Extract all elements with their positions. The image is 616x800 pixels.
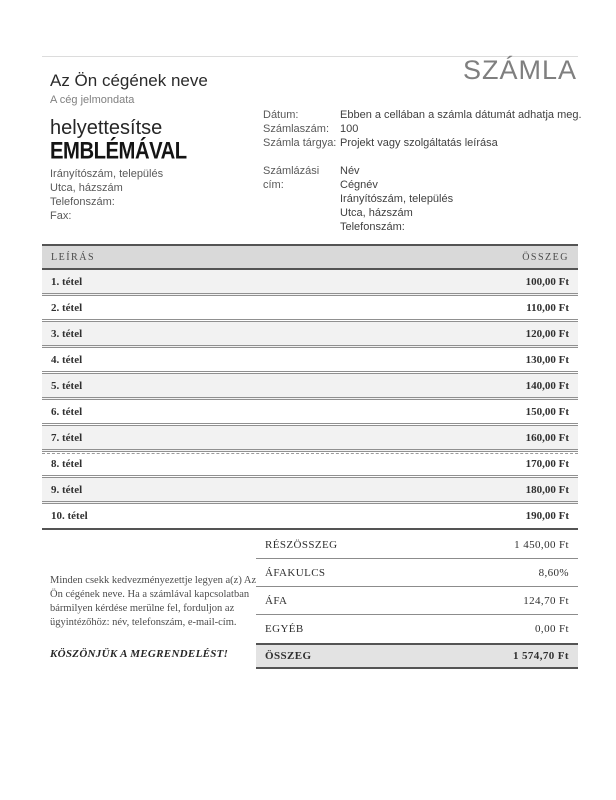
totals-label: RÉSZÖSSZEG <box>265 538 338 551</box>
item-description: 2. tétel <box>51 301 83 314</box>
item-amount: 130,00 Ft <box>525 353 569 366</box>
company-address-line: Irányítószám, település <box>50 168 164 180</box>
item-description: 4. tétel <box>51 353 83 366</box>
table-row <box>42 426 578 452</box>
item-amount: 170,00 Ft <box>525 457 569 470</box>
company-address-line: Telefonszám: <box>50 196 115 208</box>
totals-row <box>256 587 578 615</box>
totals-row <box>256 531 578 559</box>
grand-total-value: 1 574,70 Ft <box>512 650 569 662</box>
item-description: 10. tétel <box>51 510 88 522</box>
grand-total-label: ÖSSZEG <box>265 650 312 662</box>
billing-address-block <box>263 164 453 234</box>
table-row <box>42 322 578 348</box>
table-row <box>42 478 578 504</box>
company-address-block <box>50 167 163 223</box>
table-row <box>42 504 578 530</box>
item-amount: 150,00 Ft <box>525 405 569 418</box>
column-header-description: LEÍRÁS <box>51 251 95 263</box>
billing-address-label: Számlázási cím: <box>263 165 320 191</box>
billing-address-line: Telefonszám: <box>340 221 405 233</box>
totals-body <box>256 531 578 643</box>
item-description: 8. tétel <box>51 457 83 470</box>
info-row-date <box>263 108 582 122</box>
item-amount: 100,00 Ft <box>525 275 569 288</box>
payment-note: Minden csekk kedvezményezettje legyen a(z) Az Ön cégének neve. Ha a számlával kapcsolatban bármilyen kérdése merülne fel, forduljon az ügyintézőhöz: név, telefonszám, e-mail-cím. <box>50 575 257 628</box>
table-row <box>42 452 578 478</box>
billing-address-line: Cégnév <box>340 179 378 191</box>
subject-label: Számla tárgya: <box>263 137 337 149</box>
billing-address-line: Név <box>340 165 360 177</box>
table-row <box>42 270 578 296</box>
logo-text-line2: EMBLÉMÁVAL <box>50 137 187 164</box>
table-body <box>42 270 578 530</box>
totals-row <box>256 615 578 643</box>
totals-value: 124,70 Ft <box>523 594 569 607</box>
date-label: Dátum: <box>263 109 299 121</box>
totals-value: 0,00 Ft <box>535 623 569 635</box>
item-description: 6. tétel <box>51 405 83 418</box>
company-slogan: A cég jelmondata <box>50 94 135 106</box>
item-description: 9. tétel <box>51 483 83 496</box>
table-row <box>42 348 578 374</box>
company-name: Az Ön cégének neve <box>50 71 208 90</box>
totals-value: 8,60% <box>538 566 569 579</box>
item-amount: 120,00 Ft <box>525 327 569 340</box>
item-amount: 110,00 Ft <box>526 301 569 314</box>
invoice-number-label: Számlaszám: <box>263 123 330 135</box>
page-break-dashed-line <box>42 453 578 454</box>
table-header-row <box>42 244 578 270</box>
logo-text-line1: helyettesítse <box>50 117 163 139</box>
billing-address-lines <box>340 164 453 234</box>
info-row-invoice-number <box>263 122 582 136</box>
item-description: 5. tétel <box>51 379 83 392</box>
item-amount: 160,00 Ft <box>525 431 569 444</box>
item-amount: 180,00 Ft <box>525 483 569 496</box>
invoice-title: SZÁMLA <box>462 55 577 85</box>
company-address-line: Fax: <box>50 210 72 222</box>
totals-label: ÁFAKULCS <box>265 566 326 579</box>
date-value: Ebben a cellában a számla dátumát adhatja meg. <box>340 109 582 121</box>
totals-value: 1 450,00 Ft <box>514 538 569 551</box>
company-address-line: Utca, házszám <box>50 182 123 194</box>
subject-value: Projekt vagy szolgáltatás leírása <box>340 137 498 149</box>
totals-label: EGYÉB <box>265 623 304 635</box>
item-amount: 190,00 Ft <box>525 510 569 522</box>
item-description: 1. tétel <box>51 275 83 288</box>
thank-you-note: KÖSZÖNJÜK A MEGRENDELÉST! <box>50 648 229 660</box>
totals-row <box>256 559 578 587</box>
info-row-subject <box>263 136 582 150</box>
column-header-amount: ÖSSZEG <box>522 251 569 263</box>
logo-placeholder <box>50 117 199 162</box>
invoice-info-block <box>263 108 582 150</box>
line-items-table <box>42 244 578 530</box>
billing-address-line: Irányítószám, település <box>340 193 454 205</box>
item-amount: 140,00 Ft <box>525 379 569 392</box>
totals-label: ÁFA <box>265 594 288 607</box>
item-description: 7. tétel <box>51 431 83 444</box>
table-row <box>42 400 578 426</box>
grand-total-row <box>256 643 578 669</box>
table-row <box>42 374 578 400</box>
table-row <box>42 296 578 322</box>
item-description: 3. tétel <box>51 327 83 340</box>
invoice-number-value: 100 <box>340 123 359 135</box>
totals-section <box>256 531 578 669</box>
billing-address-line: Utca, házszám <box>340 207 413 219</box>
